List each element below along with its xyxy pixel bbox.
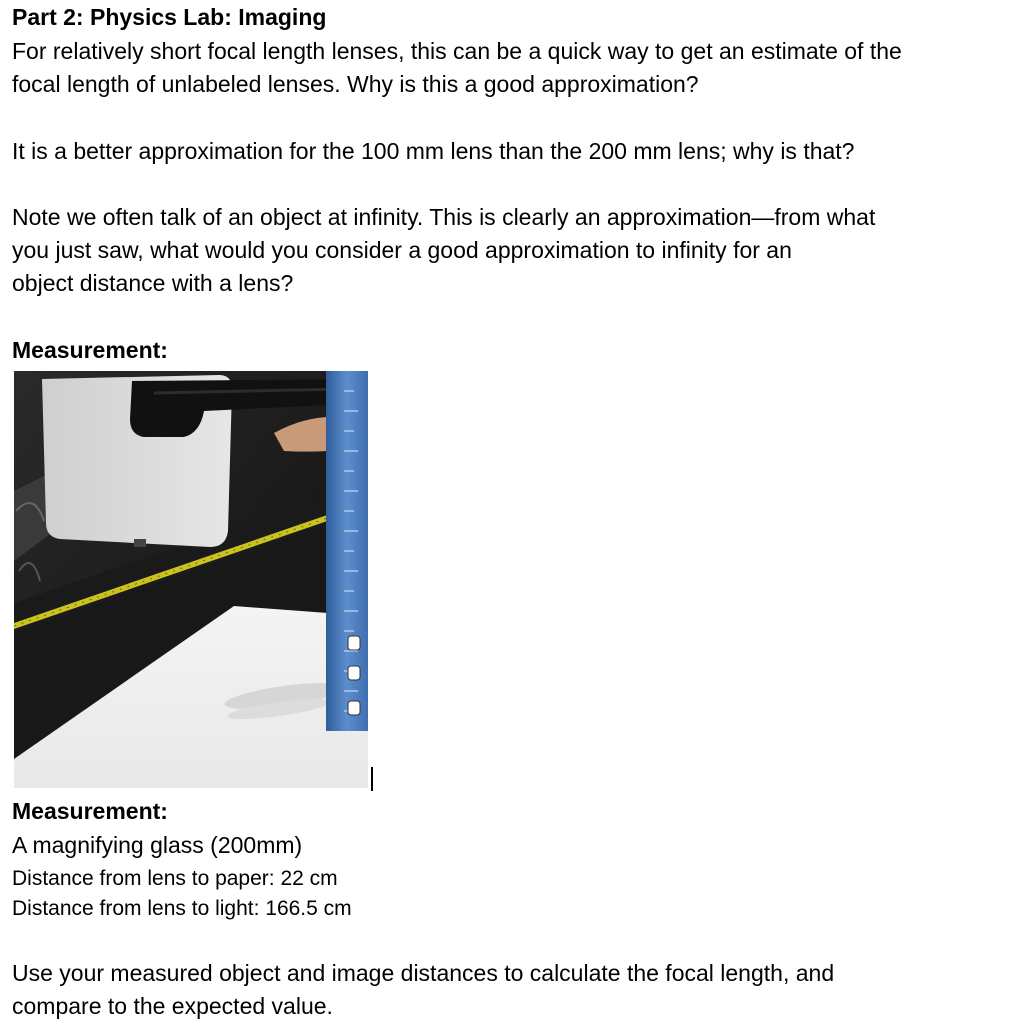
lab-photo (14, 371, 368, 788)
measurement-heading-1: Measurement: (12, 337, 168, 363)
measurement-paper-distance: Distance from lens to paper: 22 cm (12, 867, 338, 890)
measurement-light-distance: Distance from lens to light: 166.5 cm (12, 897, 352, 920)
paragraph-2: It is a better approximation for the 100 mm lens than the 200 mm lens; why is that? (12, 138, 855, 164)
measurement-lens: A magnifying glass (200mm) (12, 832, 303, 858)
paragraph-3-line-2: you just saw, what would you consider a good approximation to infinity for an (12, 237, 792, 263)
paragraph-4-line-2: compare to the expected value. (12, 993, 333, 1019)
paragraph-1-line-1: For relatively short focal length lenses, this can be a quick way to get an estimate of the (12, 38, 902, 64)
section-heading: Part 2: Physics Lab: Imaging (12, 4, 327, 30)
paragraph-1-line-2: focal length of unlabeled lenses. Why is this a good approximation? (12, 71, 699, 97)
paragraph-3-line-3: object distance with a lens? (12, 270, 294, 296)
lab-photo-illustration (14, 371, 368, 788)
paragraph-3-line-1: Note we often talk of an object at infinity. This is clearly an approximation—from what (12, 204, 876, 230)
paragraph-4-line-1: Use your measured object and image distances to calculate the focal length, and (12, 960, 835, 986)
measurement-heading-2: Measurement: (12, 798, 168, 824)
text-cursor (371, 767, 373, 791)
